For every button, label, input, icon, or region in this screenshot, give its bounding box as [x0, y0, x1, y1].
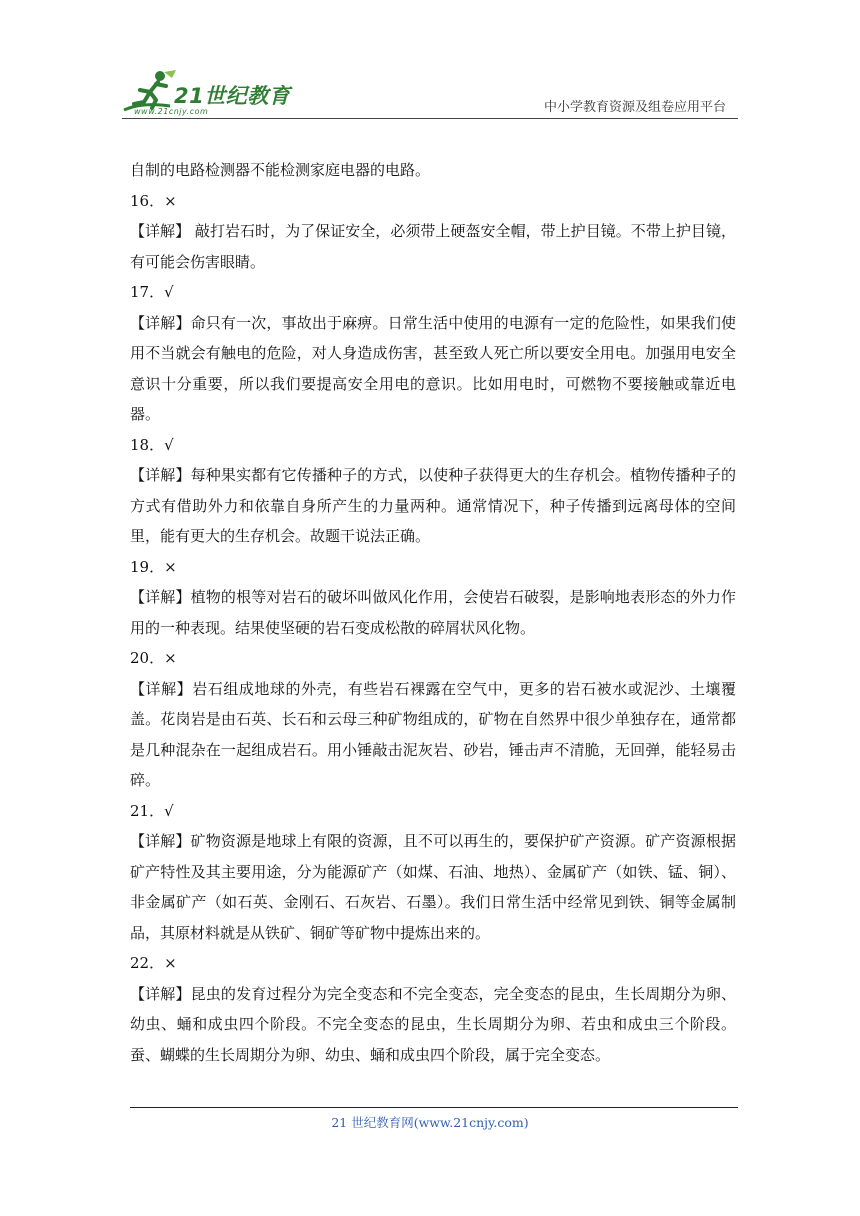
- explanation: 【详解】每种果实都有它传播种子的方式，以使种子获得更大的生存机会。植物传播种子的方式有借助外力和依靠自身所产生的力量两种。通常情况下，种子传播到远离母体的空间里，能有更大的生存机会。故题干说法正确。: [130, 466, 736, 545]
- explanation: 【详解】植物的根等对岩石的破坏叫做风化作用，会使岩石破裂，是影响地表形态的外力作用的一种表现。结果使坚硬的岩石变成松散的碎屑状风化物。: [130, 588, 736, 637]
- explanation: 【详解】 敲打岩石时，为了保证安全，必须带上硬盔安全帽，带上护目镜。不带上护目镜，有可能会伤害眼睛。: [130, 222, 736, 271]
- explanation: 【详解】命只有一次，事故出于麻痹。日常生活中使用的电源有一定的危险性，如果我们使用不当就会有触电的危险，对人身造成伤害，甚至致人死亡所以要安全用电。加强用电安全意识十分重要，所以我们要提高安全用电的意识。比如用电时，可燃物不要接触或靠近电器。: [130, 313, 736, 423]
- logo-url: www.21cnjy.com: [134, 107, 209, 116]
- header-divider: [122, 118, 738, 119]
- explanation: 【详解】昆虫的发育过程分为完全变态和不完全变态，完全变态的昆虫，生长周期分为卵、幼虫、蛹和成虫四个阶段。不完全变态的昆虫，生长周期分为卵、若虫和成虫三个阶段。蚕、蝴蝶的生长周期分为卵、幼虫、蛹和成虫四个阶段，属于完全变态。: [130, 984, 736, 1064]
- page-header: [122, 62, 738, 118]
- question-number: 21．√: [130, 801, 174, 820]
- question-number: 20．×: [130, 649, 177, 667]
- lead-line: 自制的电路检测器不能检测家庭电器的电路。: [130, 161, 431, 179]
- platform-name: 中小学教育资源及组卷应用平台: [543, 100, 726, 115]
- footer-divider: [130, 1107, 738, 1108]
- logo-text: 21世纪教育: [174, 84, 291, 108]
- question-number: 18．√: [130, 435, 174, 454]
- site-logo[interactable]: [122, 68, 298, 116]
- answer-content: [130, 155, 736, 1070]
- footer-link[interactable]: 21 世纪教育网(www.21cnjy.com): [331, 1115, 529, 1130]
- question-number: 16．×: [130, 191, 177, 210]
- question-number: 17．√: [130, 283, 174, 301]
- question-number: 19．×: [130, 557, 177, 576]
- explanation: 【详解】矿物资源是地球上有限的资源，且不可以再生的，要保护矿产资源。矿产资源根据矿产特性及其主要用途，分为能源矿产（如煤、石油、地热）、金属矿产（如铁、锰、铜）、非金属矿产（如石英、金刚石、石灰岩、石墨）。我们日常生活中经常见到铁、铜等金属制品，其原材料就是从铁矿、铜矿等矿物中提炼出来的。: [130, 832, 736, 942]
- question-number: 22．×: [130, 954, 177, 972]
- explanation: 【详解】岩石组成地球的外壳，有些岩石裸露在空气中，更多的岩石被水或泥沙、土壤覆盖。花岗岩是由石英、长石和云母三种矿物组成的，矿物在自然界中很少单独存在，通常都是几种混杂在一起组成岩石。用小锤敲击泥灰岩、砂岩，锤击声不清脆，无回弹，能轻易击碎。: [130, 679, 736, 789]
